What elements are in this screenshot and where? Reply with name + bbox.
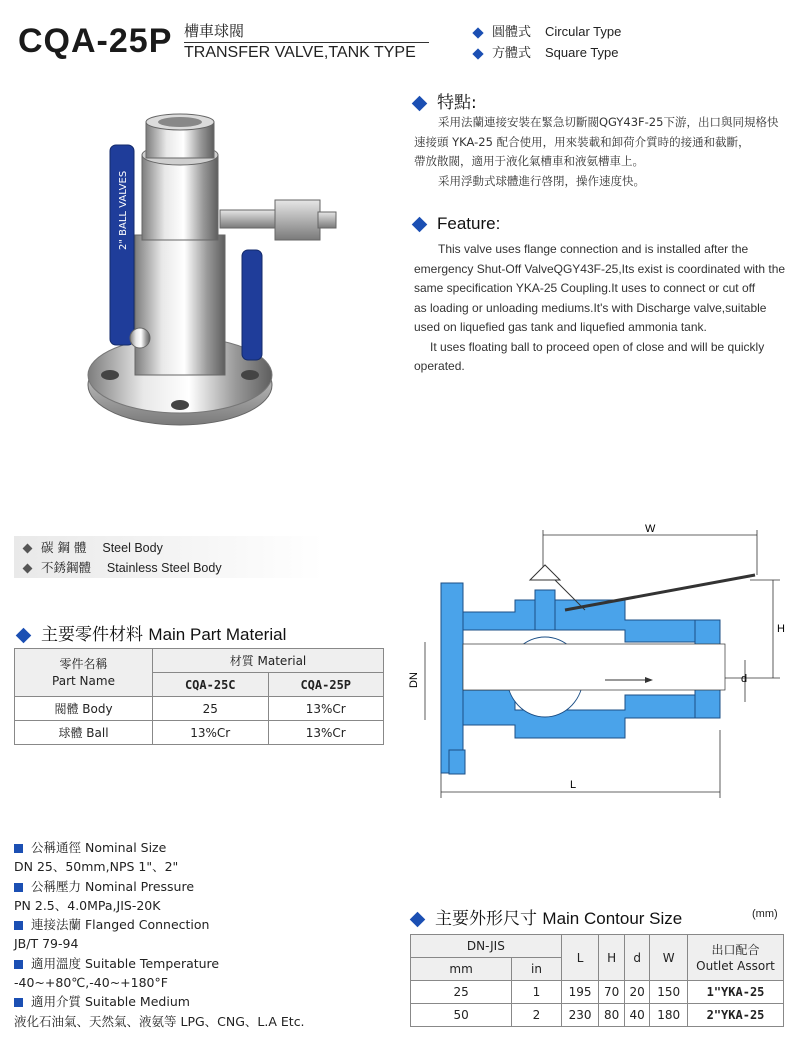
contour-table: DN-JIS L H d W 出口配合 Outlet Assort mm in 25 1 195 70 20 150 1"YKA-25 50 2 230 80 40 180 2"YKA-25 — [410, 934, 784, 1027]
square-bullet-icon — [14, 883, 23, 892]
product-title-cn: 槽車球閥 — [184, 22, 245, 40]
features-en-text: This valve uses flange connection and is installed after the emergency Shut-Off ValveQGY43F-25,Its exist is coordinated with the same specification YKA-25 Coupling.It uses to connect or cut off as loading or unloading mediums.It's with Discharge valve,suitable used on liquefied gas tank and liquefied ammonia tank. It uses floating ball to proceed open of close and will be quickly operated. — [414, 242, 786, 373]
diamond-icon — [23, 564, 33, 574]
table-row: 50 2 230 80 40 180 2"YKA-25 — [411, 1004, 784, 1027]
diamond-icon — [23, 544, 33, 554]
diamond-icon — [472, 27, 483, 38]
spec-nominal-size: 公稱通徑 Nominal Size — [14, 838, 305, 857]
dim-h: H — [777, 623, 785, 635]
spec-temperature: 適用溫度 Suitable Temperature — [14, 954, 305, 973]
square-bullet-icon — [14, 998, 23, 1007]
dim-w: W — [645, 523, 656, 535]
contour-heading: 主要外形尺寸 Main Contour Size — [412, 904, 682, 929]
square-bullet-icon — [14, 921, 23, 930]
features-cn-heading: 特點: — [414, 88, 477, 113]
diamond-icon — [410, 911, 426, 927]
spec-list: 公稱通徑 Nominal Size DN 25、50mm,NPS 1"、2" 公稱壓力 Nominal Pressure PN 2.5、4.0MPa,JIS-20K 連接法蘭 Flanged Connection JB/T 79-94 適用溫度 Suitable Temperature -40~+80℃,-40~+180°F 適用介質 Suitable Medium 液化石油氣、天然氣、液氨等 LPG、CNG、L.A Etc. — [14, 840, 305, 1029]
dim-l: L — [570, 779, 577, 791]
body-type-stainless: 不銹鋼體 Stainless Steel Body — [24, 558, 324, 578]
col-header-cqa25p: CQA-25P — [268, 673, 384, 697]
part-name-header: 零件名稱 Part Name — [15, 649, 153, 697]
spec-nominal-pressure: 公稱壓力 Nominal Pressure — [14, 877, 305, 896]
col-header-cqa25c: CQA-25C — [153, 673, 269, 697]
table-row: 25 1 195 70 20 150 1"YKA-25 — [411, 981, 784, 1004]
dim-d: d — [741, 673, 748, 685]
type-item-square: 方體式 Square Type — [474, 43, 621, 64]
spec-medium: 適用介質 Suitable Medium — [14, 992, 305, 1011]
dnjis-header: DN-JIS — [411, 935, 562, 958]
diamond-icon — [412, 95, 428, 111]
material-header: 材質 Material — [153, 649, 384, 673]
handle-label: 2" BALL VALVES — [118, 170, 129, 250]
dim-dn: DN — [408, 672, 420, 688]
diamond-icon — [16, 627, 32, 643]
table-row: 球體 Ball 13%Cr 13%Cr — [15, 721, 384, 745]
body-type-list — [14, 536, 324, 578]
product-title-en: TRANSFER VALVE,TANK TYPE — [184, 44, 416, 61]
contour-unit: (mm) — [752, 908, 778, 920]
model-number: CQA-25P — [18, 22, 173, 60]
spec-flanged-connection: 連接法蘭 Flanged Connection — [14, 915, 305, 934]
square-bullet-icon — [14, 844, 23, 853]
cross-section-drawing — [405, 520, 795, 805]
material-heading: 主要零件材料 Main Part Material — [18, 620, 286, 645]
type-list — [474, 22, 621, 64]
body-type-steel: 碳 鋼 體 Steel Body — [24, 538, 324, 558]
material-table — [14, 648, 384, 745]
features-en-heading: Feature: — [414, 214, 500, 234]
diamond-icon — [472, 48, 483, 59]
square-bullet-icon — [14, 960, 23, 969]
type-item-circular: 圓體式 Circular Type — [474, 22, 621, 43]
valve-photo — [80, 100, 340, 440]
outlet-header: 出口配合 Outlet Assort — [688, 935, 784, 981]
title-underline — [184, 42, 429, 43]
features-cn-text: 采用法蘭連接安裝在緊急切斷閥QGY43F-25下游，出口與同規格快 速接頭 YKA-25 配合使用，用來裝載和卸荷介質時的接通和截斷， 帶放散閥，適用于液化氣槽車和液氨槽車上。 采用浮動式球體進行啓閉，操作速度快。 — [414, 115, 779, 188]
table-row: 閥體 Body 25 13%Cr — [15, 697, 384, 721]
diamond-icon — [412, 217, 428, 233]
